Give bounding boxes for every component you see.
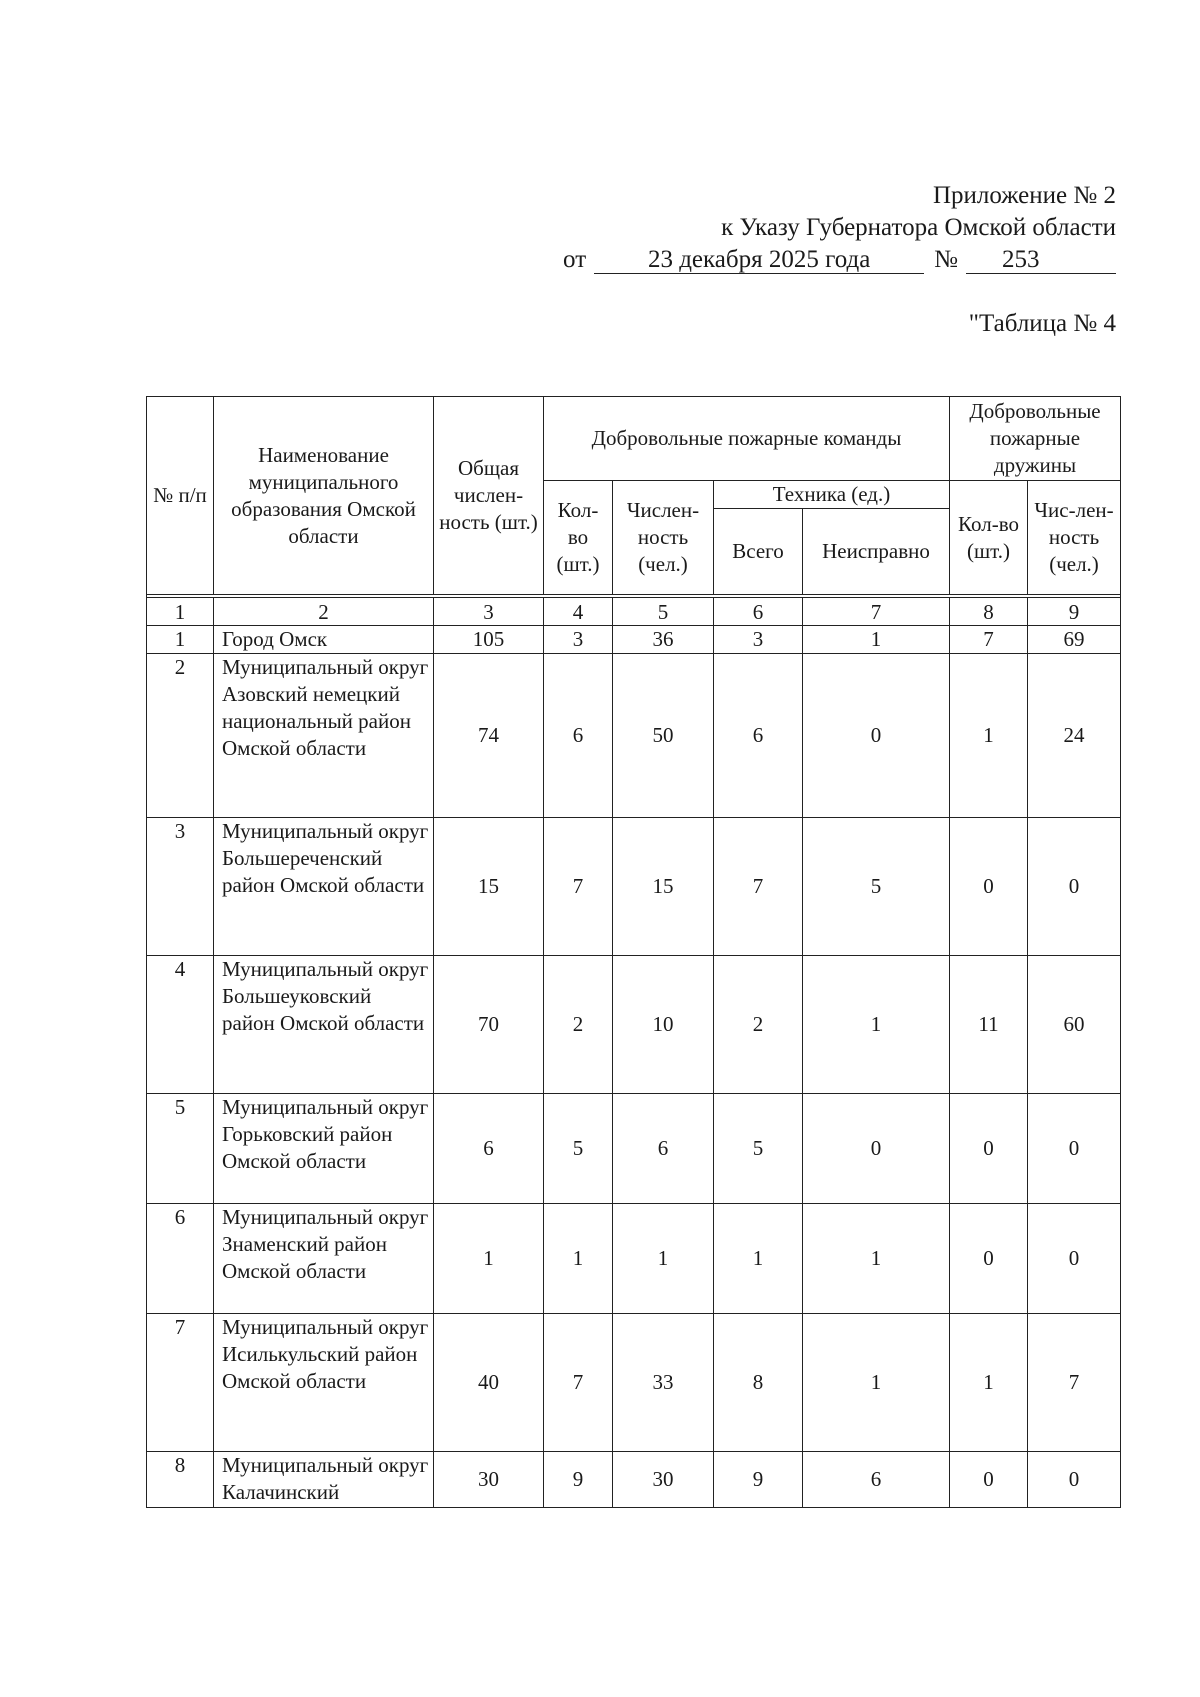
decree-date: 23 декабря 2025 года xyxy=(594,247,924,274)
header-squads-count: Кол-во (шт.) xyxy=(950,481,1028,595)
row-number: 5 xyxy=(147,1094,214,1204)
table-row xyxy=(147,1204,1121,1314)
teams-count: 3 xyxy=(544,626,613,654)
teams-count: 9 xyxy=(544,1452,613,1508)
squads-people: 7 xyxy=(1028,1314,1121,1452)
date-prefix: от xyxy=(563,246,587,273)
row-number: 7 xyxy=(147,1314,214,1452)
table-row xyxy=(147,654,1121,818)
table-row xyxy=(147,956,1121,1094)
teams-people: 36 xyxy=(613,626,714,654)
teams-people: 33 xyxy=(613,1314,714,1452)
table-row xyxy=(147,626,1121,654)
municipality-name: Муниципальный округ Большеуковский район Омской области xyxy=(214,956,434,1094)
squads-people: 0 xyxy=(1028,1204,1121,1314)
decree-reference: к Указу Губернатора Омской области xyxy=(721,214,1116,241)
column-number: 2 xyxy=(214,598,434,626)
squads-people: 0 xyxy=(1028,1452,1121,1508)
column-number: 3 xyxy=(434,598,544,626)
equipment-faulty: 0 xyxy=(803,654,950,818)
column-number: 9 xyxy=(1028,598,1121,626)
header-teams-people: Числен-ность (чел.) xyxy=(613,481,714,595)
header-equipment-faulty: Неисправно xyxy=(803,509,950,595)
header-group-squads: Добровольные пожарные дружины xyxy=(950,397,1121,481)
equipment-total: 6 xyxy=(714,654,803,818)
appendix-title: Приложение № 2 xyxy=(932,182,1116,209)
equipment-total: 9 xyxy=(714,1452,803,1508)
municipality-name: Муниципальный округ Исилькульский район Омской области xyxy=(214,1314,434,1452)
row-number: 8 xyxy=(147,1452,214,1508)
equipment-total: 8 xyxy=(714,1314,803,1452)
teams-people: 50 xyxy=(613,654,714,818)
squads-count: 0 xyxy=(950,1452,1028,1508)
squads-count: 0 xyxy=(950,1094,1028,1204)
header-row-1 xyxy=(147,397,1121,481)
column-number: 8 xyxy=(950,598,1028,626)
teams-people: 30 xyxy=(613,1452,714,1508)
column-number: 7 xyxy=(803,598,950,626)
equipment-total: 3 xyxy=(714,626,803,654)
row-number: 1 xyxy=(147,626,214,654)
municipality-name: Муниципальный округ Калачинский xyxy=(214,1452,434,1508)
table-body xyxy=(147,626,1121,1508)
squads-count: 0 xyxy=(950,818,1028,956)
total-count: 15 xyxy=(434,818,544,956)
squads-people: 69 xyxy=(1028,626,1121,654)
teams-count: 7 xyxy=(544,818,613,956)
squads-people: 60 xyxy=(1028,956,1121,1094)
row-number: 3 xyxy=(147,818,214,956)
equipment-faulty: 1 xyxy=(803,1314,950,1452)
teams-people: 1 xyxy=(613,1204,714,1314)
table-row xyxy=(147,818,1121,956)
column-number: 5 xyxy=(613,598,714,626)
teams-count: 5 xyxy=(544,1094,613,1204)
municipality-name: Город Омск xyxy=(214,626,434,654)
number-sign: № xyxy=(934,246,958,273)
header-squads-people: Чис-лен-ность (чел.) xyxy=(1028,481,1121,595)
equipment-faulty: 1 xyxy=(803,1204,950,1314)
total-count: 6 xyxy=(434,1094,544,1204)
header-col-name: Наименование муниципального образования Омской области xyxy=(214,397,434,595)
column-numbers-row xyxy=(147,598,1121,626)
total-count: 70 xyxy=(434,956,544,1094)
header-col-no: № п/п xyxy=(147,397,214,595)
squads-people: 0 xyxy=(1028,818,1121,956)
equipment-faulty: 6 xyxy=(803,1452,950,1508)
row-number: 2 xyxy=(147,654,214,818)
municipality-name: Муниципальный округ Большереченский район Омской области xyxy=(214,818,434,956)
row-number: 4 xyxy=(147,956,214,1094)
squads-people: 24 xyxy=(1028,654,1121,818)
teams-count: 6 xyxy=(544,654,613,818)
column-number: 6 xyxy=(714,598,803,626)
municipality-name: Муниципальный округ Азовский немецкий национальный район Омской области xyxy=(214,654,434,818)
total-count: 40 xyxy=(434,1314,544,1452)
squads-count: 7 xyxy=(950,626,1028,654)
header-col-total: Общая числен-ность (шт.) xyxy=(434,397,544,595)
teams-people: 6 xyxy=(613,1094,714,1204)
total-count: 30 xyxy=(434,1452,544,1508)
equipment-faulty: 5 xyxy=(803,818,950,956)
equipment-total: 1 xyxy=(714,1204,803,1314)
teams-count: 1 xyxy=(544,1204,613,1314)
teams-count: 2 xyxy=(544,956,613,1094)
total-count: 105 xyxy=(434,626,544,654)
equipment-total: 5 xyxy=(714,1094,803,1204)
squads-count: 0 xyxy=(950,1204,1028,1314)
decree-date-line xyxy=(563,244,1116,276)
municipality-name: Муниципальный округ Горьковский район Омской области xyxy=(214,1094,434,1204)
table-row xyxy=(147,1452,1121,1508)
total-count: 1 xyxy=(434,1204,544,1314)
municipality-name: Муниципальный округ Знаменский район Омской области xyxy=(214,1204,434,1314)
column-number: 4 xyxy=(544,598,613,626)
squads-count: 1 xyxy=(950,1314,1028,1452)
decree-number: 253 xyxy=(966,247,1116,274)
header-equipment-total: Всего xyxy=(714,509,803,595)
teams-people: 10 xyxy=(613,956,714,1094)
equipment-total: 2 xyxy=(714,956,803,1094)
table-row xyxy=(147,1314,1121,1452)
squads-count: 1 xyxy=(950,654,1028,818)
fire-brigades-table xyxy=(146,396,1121,1508)
total-count: 74 xyxy=(434,654,544,818)
equipment-total: 7 xyxy=(714,818,803,956)
equipment-faulty: 1 xyxy=(803,956,950,1094)
squads-people: 0 xyxy=(1028,1094,1121,1204)
squads-count: 11 xyxy=(950,956,1028,1094)
teams-count: 7 xyxy=(544,1314,613,1452)
header-group-teams: Добровольные пожарные команды xyxy=(544,397,950,481)
column-number: 1 xyxy=(147,598,214,626)
teams-people: 15 xyxy=(613,818,714,956)
table-title: "Таблица № 4 xyxy=(968,310,1116,337)
header-teams-count: Кол-во (шт.) xyxy=(544,481,613,595)
table-row xyxy=(147,1094,1121,1204)
equipment-faulty: 0 xyxy=(803,1094,950,1204)
header-group-equipment: Техника (ед.) xyxy=(714,481,950,509)
row-number: 6 xyxy=(147,1204,214,1314)
equipment-faulty: 1 xyxy=(803,626,950,654)
